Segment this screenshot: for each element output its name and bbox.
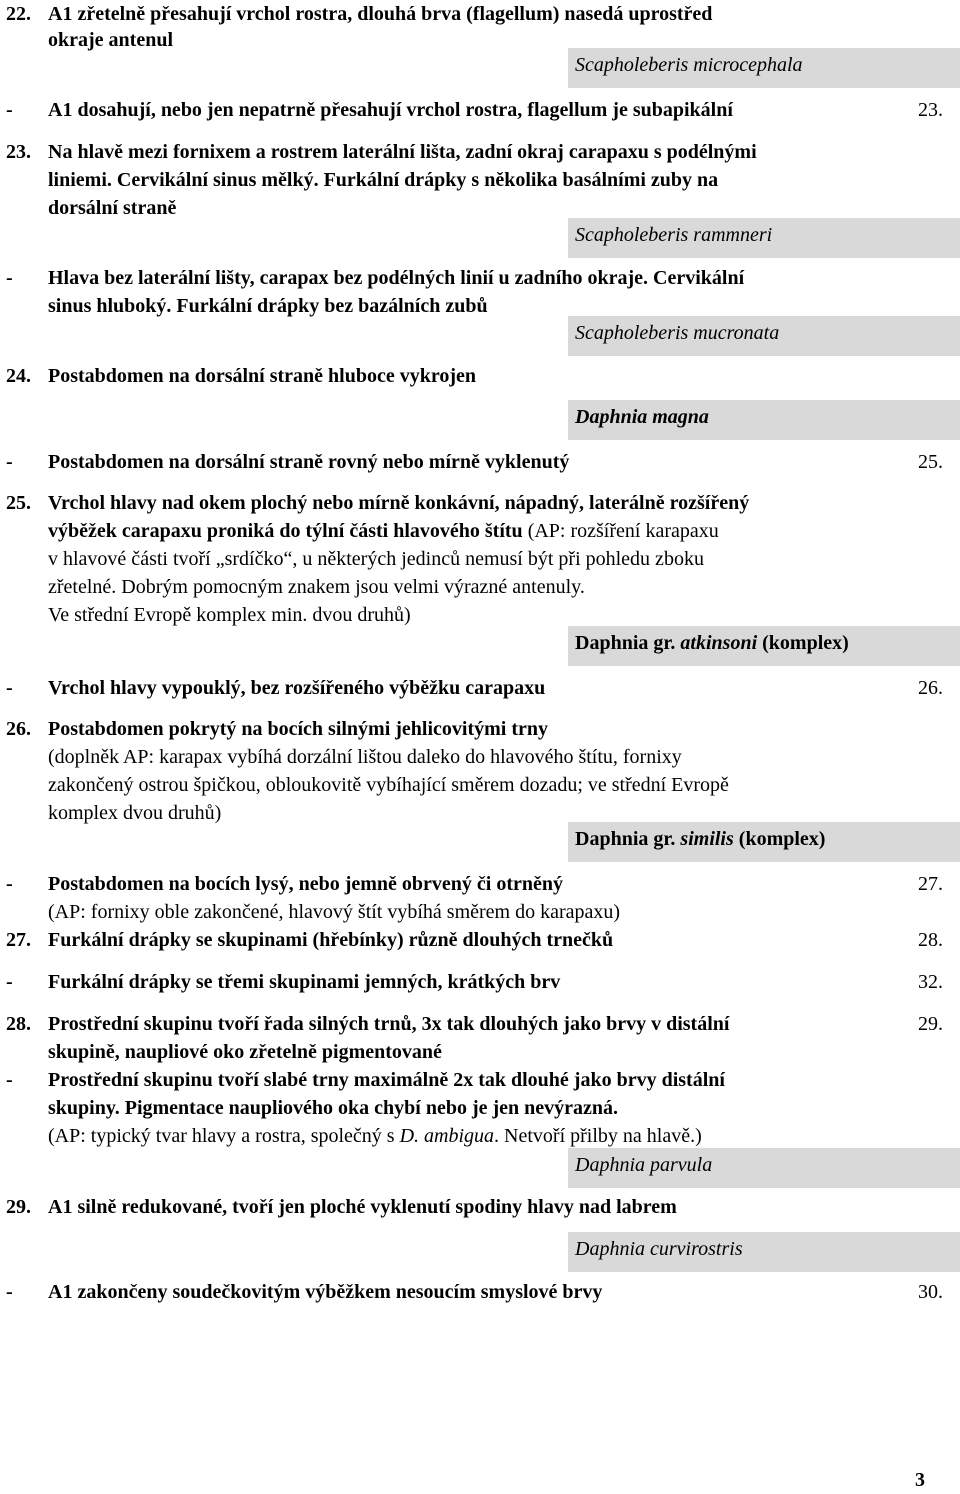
entry-line bbox=[0, 743, 960, 771]
entry-note bbox=[48, 1122, 702, 1150]
entry-number: - bbox=[6, 1069, 13, 1091]
entry-number: - bbox=[6, 99, 13, 121]
species-box bbox=[568, 1148, 960, 1188]
entry-text: A1 dosahují, nebo jen nepatrně přesahují vrchol rostra, flagellum je subapikální bbox=[48, 99, 733, 121]
entry-text: Postabdomen na bocích lysý, nebo jemně obrvený či otrněný bbox=[48, 873, 563, 895]
entry-ref: 32. bbox=[918, 971, 943, 993]
entry-line bbox=[0, 1038, 960, 1066]
key-entry-24 bbox=[0, 362, 960, 390]
entry-line bbox=[0, 166, 960, 194]
species-box bbox=[568, 400, 960, 440]
species-name-mixed bbox=[575, 825, 825, 853]
species-genus: Daphnia gr. bbox=[575, 828, 676, 850]
entry-text: sinus hluboký. Furkální drápky bez bazálních zubů bbox=[48, 295, 488, 317]
entry-ref: 25. bbox=[918, 451, 943, 473]
species-name: atkinsoni bbox=[680, 632, 758, 654]
entry-number: - bbox=[6, 1281, 13, 1303]
species-box bbox=[568, 48, 960, 88]
entry-text: Prostřední skupinu tvoří slabé trny maximálně 2x tak dlouhé jako brvy distální bbox=[48, 1069, 725, 1091]
species-box bbox=[568, 218, 960, 258]
species-box bbox=[568, 822, 960, 862]
entry-text: Ve střední Evropě komplex min. dvou druhů) bbox=[48, 604, 411, 626]
entry-text-mixed bbox=[48, 517, 719, 545]
entry-text: Hlava bez laterální lišty, carapax bez podélných linií u zadního okraje. Cervikální bbox=[48, 267, 745, 289]
species-ref: D. ambigua bbox=[399, 1125, 495, 1147]
entry-number: 22. bbox=[6, 3, 31, 25]
key-entry-22-alt bbox=[0, 96, 960, 124]
entry-text: A1 silně redukované, tvoří jen ploché vyklenutí spodiny hlavy nad labrem bbox=[48, 1196, 677, 1218]
species-name: Scapholeberis microcephala bbox=[575, 54, 803, 76]
entry-line bbox=[0, 1094, 960, 1122]
entry-number: 24. bbox=[6, 365, 31, 387]
entry-line bbox=[0, 601, 960, 629]
entry-number: 23. bbox=[6, 141, 31, 163]
entry-text: Na hlavě mezi fornixem a rostrem laterální lišta, zadní okraj carapaxu s podélnými bbox=[48, 141, 757, 163]
entry-line bbox=[0, 545, 960, 573]
entry-line bbox=[0, 771, 960, 799]
entry-text: dorsální straně bbox=[48, 197, 177, 219]
key-entry-23-alt bbox=[0, 264, 960, 292]
species-box bbox=[568, 316, 960, 356]
entry-ref: 30. bbox=[918, 1281, 943, 1303]
key-entry-27 bbox=[0, 926, 960, 954]
entry-text: skupině, naupliové oko zřetelně pigmentované bbox=[48, 1041, 442, 1063]
entry-text: (AP: fornixy oble zakončené, hlavový štít vybíhá směrem do karapaxu) bbox=[48, 901, 621, 923]
key-entry-29 bbox=[0, 1193, 960, 1221]
species-name: similis bbox=[680, 828, 734, 850]
entry-line bbox=[0, 573, 960, 601]
key-entry-26 bbox=[0, 715, 960, 743]
key-entry-25 bbox=[0, 489, 960, 517]
entry-line bbox=[0, 898, 960, 926]
entry-text: skupiny. Pigmentace naupliového oka chybí nebo je jen nevýrazná. bbox=[48, 1097, 619, 1119]
species-name: Daphnia parvula bbox=[575, 1154, 713, 1176]
entry-text: zřetelné. Dobrým pomocným znakem jsou velmi výrazné antenuly. bbox=[48, 576, 585, 598]
entry-text: (doplněk AP: karapax vybíhá dorzální lištou daleko do hlavového štítu, fornixy bbox=[48, 746, 682, 768]
entry-number: 27. bbox=[6, 929, 31, 951]
species-name-mixed bbox=[575, 629, 849, 657]
key-entry-26-alt bbox=[0, 870, 960, 898]
species-name: Scapholeberis rammneri bbox=[575, 224, 773, 246]
entry-number: - bbox=[6, 451, 13, 473]
key-entry-25-alt bbox=[0, 674, 960, 702]
species-suffix: (komplex) bbox=[738, 828, 826, 850]
entry-text: A1 zakončeny soudečkovitým výběžkem nesoucím smyslové brvy bbox=[48, 1281, 603, 1303]
entry-text: Postabdomen pokrytý na bocích silnými jehlicovitými trny bbox=[48, 718, 549, 740]
entry-ref: 27. bbox=[918, 873, 943, 895]
species-suffix: (komplex) bbox=[762, 632, 849, 654]
key-entry-28 bbox=[0, 1010, 960, 1038]
species-name: Daphnia curvirostris bbox=[575, 1238, 743, 1260]
entry-text: zakončený ostrou špičkou, obloukovitě vybíhající směrem dozadu; ve střední Evropě bbox=[48, 774, 729, 796]
entry-number: - bbox=[6, 267, 13, 289]
entry-ref: 26. bbox=[918, 677, 943, 699]
entry-text: Vrchol hlavy nad okem plochý nebo mírně konkávní, nápadný, laterálně rozšířený bbox=[48, 492, 750, 514]
entry-text: výběžek carapaxu proniká do týlní části hlavového štítu bbox=[48, 520, 523, 542]
entry-line bbox=[0, 517, 960, 545]
entry-text: A1 zřetelně přesahují vrchol rostra, dlouhá brva (flagellum) nasedá uprostřed bbox=[48, 3, 713, 25]
entry-number: - bbox=[6, 677, 13, 699]
species-name: Daphnia magna bbox=[575, 406, 709, 428]
entry-text: Postabdomen na dorsální straně rovný nebo mírně vyklenutý bbox=[48, 451, 570, 473]
species-genus: Daphnia gr. bbox=[575, 632, 676, 654]
page-number: 3 bbox=[915, 1469, 925, 1491]
species-name: Scapholeberis mucronata bbox=[575, 322, 780, 344]
entry-text: v hlavové části tvoří „srdíčko“, u některých jedinců nemusí být při pohledu zboku bbox=[48, 548, 704, 570]
species-box bbox=[568, 626, 960, 666]
species-box bbox=[568, 1232, 960, 1272]
entry-text: liniemi. Cervikální sinus mělký. Furkální drápky s několika basálními zuby na bbox=[48, 169, 719, 191]
entry-number: 29. bbox=[6, 1196, 31, 1218]
entry-text: Furkální drápky se skupinami (hřebínky) různě dlouhých trnečků bbox=[48, 929, 614, 951]
entry-text: komplex dvou druhů) bbox=[48, 802, 222, 824]
entry-ref: 23. bbox=[918, 99, 943, 121]
entry-number: - bbox=[6, 873, 13, 895]
entry-text: . Netvoří přilby na hlavě.) bbox=[494, 1125, 702, 1147]
entry-ref: 29. bbox=[918, 1013, 943, 1035]
key-entry-22 bbox=[0, 0, 960, 28]
entry-text: Vrchol hlavy vypouklý, bez rozšířeného výběžku carapaxu bbox=[48, 677, 546, 699]
entry-text: okraje antenul bbox=[48, 29, 173, 51]
key-entry-23 bbox=[0, 138, 960, 166]
entry-text: Prostřední skupinu tvoří řada silných trnů, 3x tak dlouhých jako brvy v distální bbox=[48, 1013, 730, 1035]
key-entry-29-alt bbox=[0, 1278, 960, 1306]
entry-text: (AP: typický tvar hlavy a rostra, společný s bbox=[48, 1125, 400, 1147]
entry-ref: 28. bbox=[918, 929, 943, 951]
key-entry-27-alt bbox=[0, 968, 960, 996]
entry-text: Furkální drápky se třemi skupinami jemných, krátkých brv bbox=[48, 971, 561, 993]
entry-text: (AP: rozšíření karapaxu bbox=[522, 520, 719, 542]
key-entry-24-alt bbox=[0, 448, 960, 476]
entry-line bbox=[0, 1122, 960, 1150]
entry-number: 28. bbox=[6, 1013, 31, 1035]
entry-number: 25. bbox=[6, 492, 31, 514]
entry-number: - bbox=[6, 971, 13, 993]
entry-text: Postabdomen na dorsální straně hluboce vykrojen bbox=[48, 365, 477, 387]
key-entry-28-alt bbox=[0, 1066, 960, 1094]
entry-number: 26. bbox=[6, 718, 31, 740]
